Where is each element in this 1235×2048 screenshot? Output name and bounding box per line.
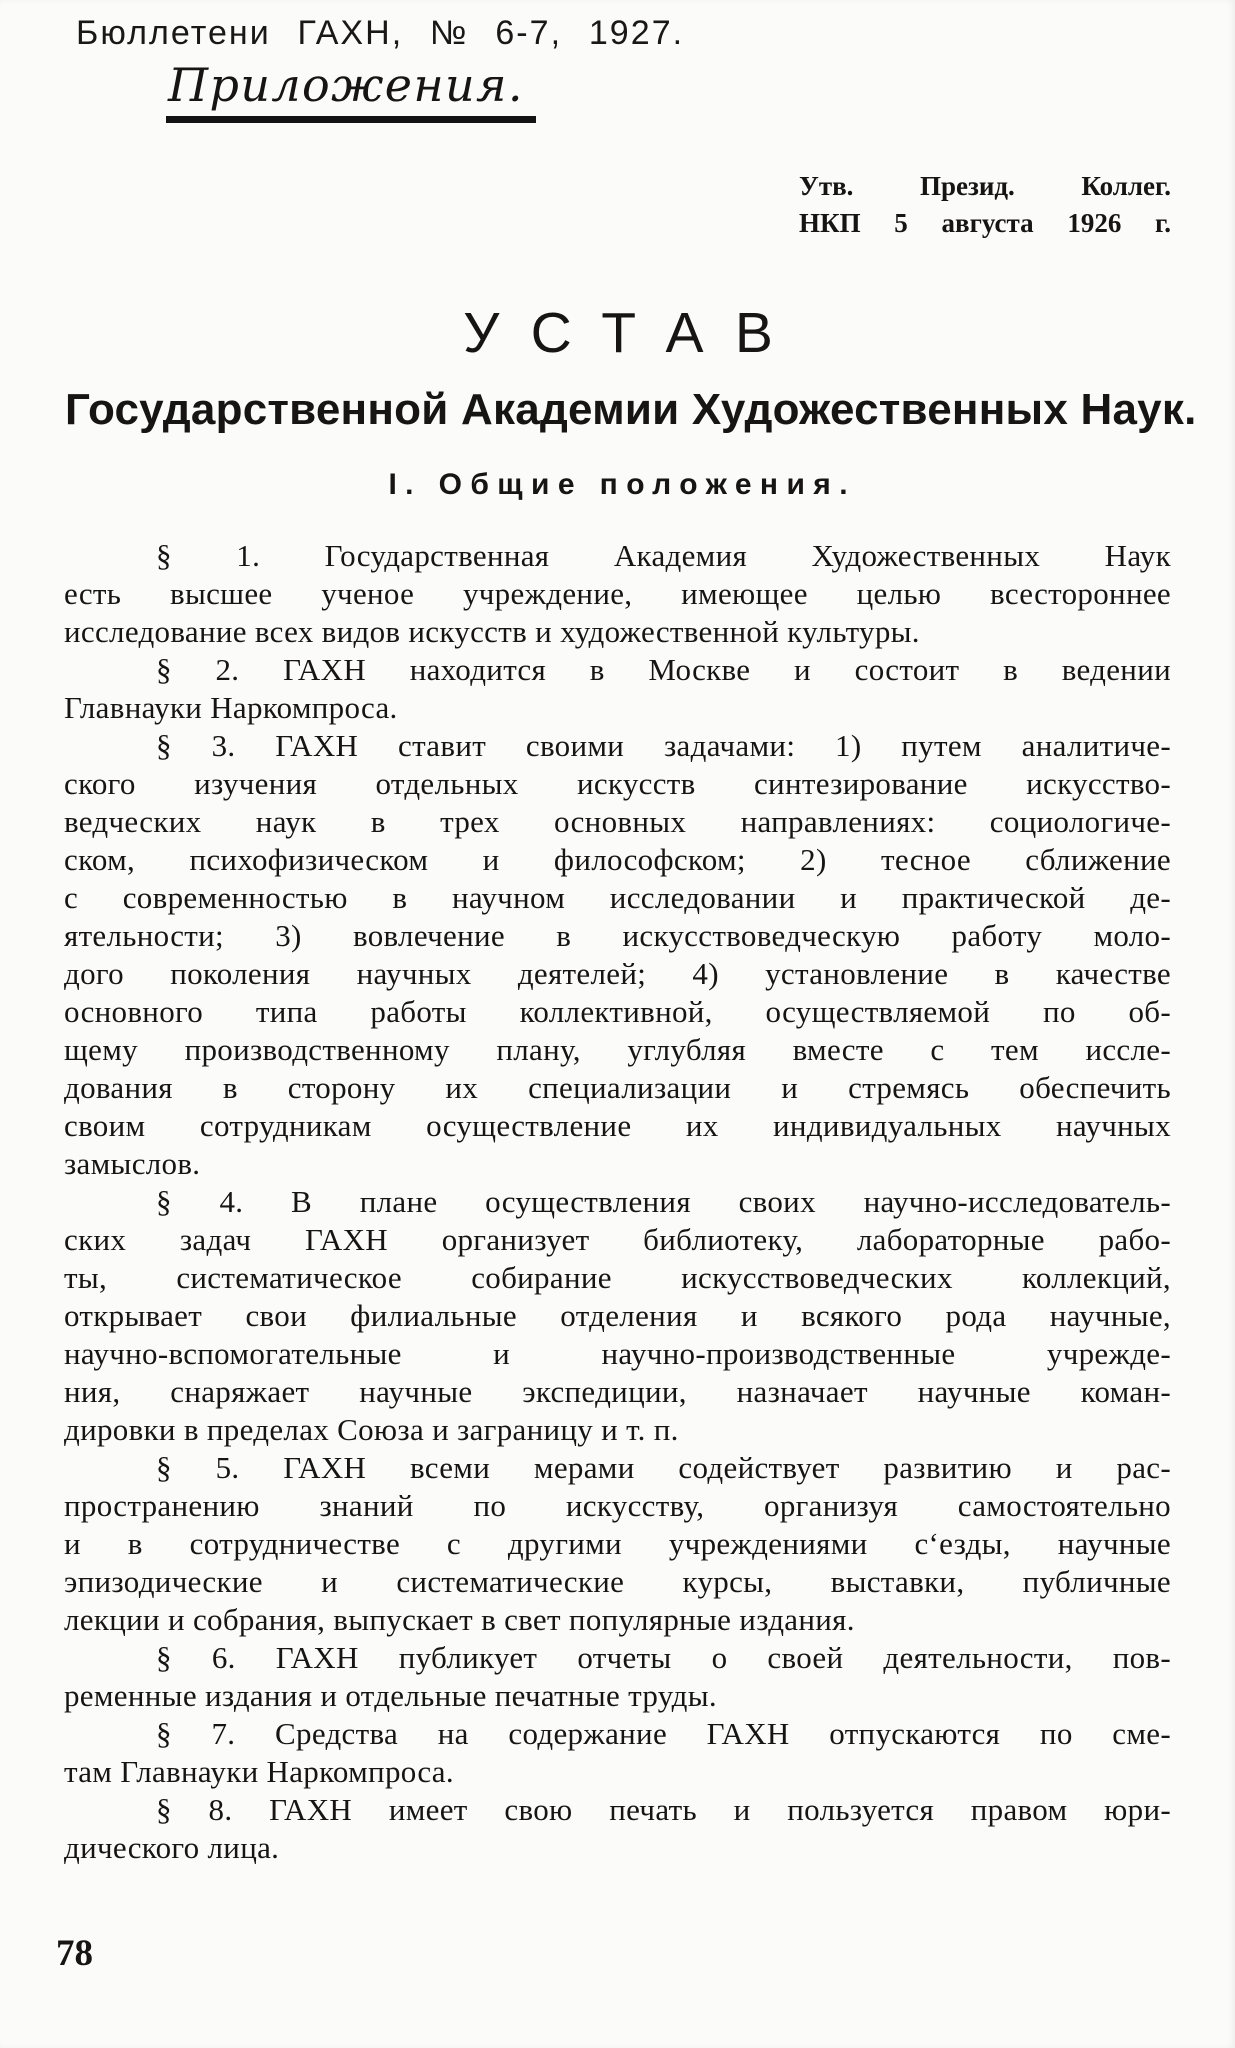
body-line: и в сотрудничестве с другими учреждениями с‘езды, научные — [64, 1526, 1171, 1561]
body-line: щему производственному плану, углубляя вместе с тем иссле- — [64, 1032, 1171, 1067]
body-line: ния, снаряжает научные экспедиции, назначает научные коман- — [64, 1374, 1171, 1409]
document-subtitle: Государственной Академии Художественных Наук. — [65, 385, 1197, 434]
journal-header: Бюллетени ГАХН, № 6-7, 1927. — [76, 14, 685, 52]
body-line: § 4. В плане осуществления своих научно-исследователь- — [156, 1184, 1171, 1219]
body-line: § 5. ГАХН всеми мерами содействует развитию и рас- — [156, 1450, 1171, 1485]
document-body — [64, 537, 1171, 1867]
appendix-label: Приложения. — [166, 58, 536, 123]
body-line: замыслов. — [64, 1146, 201, 1181]
body-line: § 8. ГАХН имеет свою печать и пользуется правом юри- — [156, 1792, 1171, 1827]
appendix-heading — [166, 58, 536, 123]
body-line: дования в сторону их специализации и стремясь обеспечить — [64, 1070, 1171, 1105]
body-line: § 7. Средства на содержание ГАХН отпускаются по сме- — [156, 1716, 1171, 1751]
body-line: Главнауки Наркомпроса. — [64, 690, 398, 725]
approval-line-1: Утв. Презид. Коллег. — [799, 171, 1171, 201]
body-line: ведческих наук в трех основных направлениях: социологиче- — [64, 804, 1171, 839]
body-line: § 2. ГАХН находится в Москве и состоит в ведении — [156, 652, 1171, 687]
body-line: § 6. ГАХН публикует отчеты о своей деятельности, пов- — [156, 1640, 1171, 1675]
body-line: своим сотрудникам осуществление их индивидуальных научных — [64, 1108, 1171, 1143]
body-line: ского изучения отдельных искусств синтезирование искусство- — [64, 766, 1171, 801]
approval-line-2: НКП 5 августа 1926 г. — [799, 208, 1171, 238]
body-line: с современностью в научном исследовании и практической де- — [64, 880, 1171, 915]
body-line: пространению знаний по искусству, организуя самостоятельно — [64, 1488, 1171, 1523]
body-line: основного типа работы коллективной, осуществляемой по об- — [64, 994, 1171, 1029]
body-line: ременные издания и отдельные печатные труды. — [64, 1678, 717, 1713]
body-line: исследование всех видов искусств и художественной культуры. — [64, 614, 920, 649]
approval-note — [799, 168, 1171, 242]
body-line: ятельности; 3) вовлечение в искусствоведческую работу моло- — [64, 918, 1171, 953]
body-line: ских задач ГАХН организует библиотеку, лабораторные рабо- — [64, 1222, 1171, 1257]
body-line: научно-вспомогательные и научно-производственные учрежде- — [64, 1336, 1171, 1371]
body-line: открывает свои филиальные отделения и всякого рода научные, — [64, 1298, 1171, 1333]
document-title: УСТАВ — [463, 301, 805, 365]
body-line: дического лица. — [64, 1830, 280, 1865]
body-line: ском, психофизическом и философском; 2) тесное сближение — [64, 842, 1171, 877]
body-line: § 3. ГАХН ставит своими задачами: 1) путем аналитиче- — [156, 728, 1171, 763]
body-line: лекции и собрания, выпускает в свет популярные издания. — [64, 1602, 855, 1637]
body-line: дого поколения научных деятелей; 4) установление в качестве — [64, 956, 1171, 991]
body-line: есть высшее ученое учреждение, имеющее целью всестороннее — [64, 576, 1171, 611]
body-line: дировки в пределах Союза и заграницу и т. п. — [64, 1412, 679, 1447]
body-line: § 1. Государственная Академия Художественных Наук — [156, 538, 1171, 573]
body-line: эпизодические и систематические курсы, выставки, публичные — [64, 1564, 1171, 1599]
page-number: 78 — [56, 1933, 93, 1974]
section-heading: I. Общие положения. — [388, 468, 856, 501]
body-line: ты, систематическое собирание искусствоведческих коллекций, — [64, 1260, 1171, 1295]
body-line: там Главнауки Наркомпроса. — [64, 1754, 454, 1789]
